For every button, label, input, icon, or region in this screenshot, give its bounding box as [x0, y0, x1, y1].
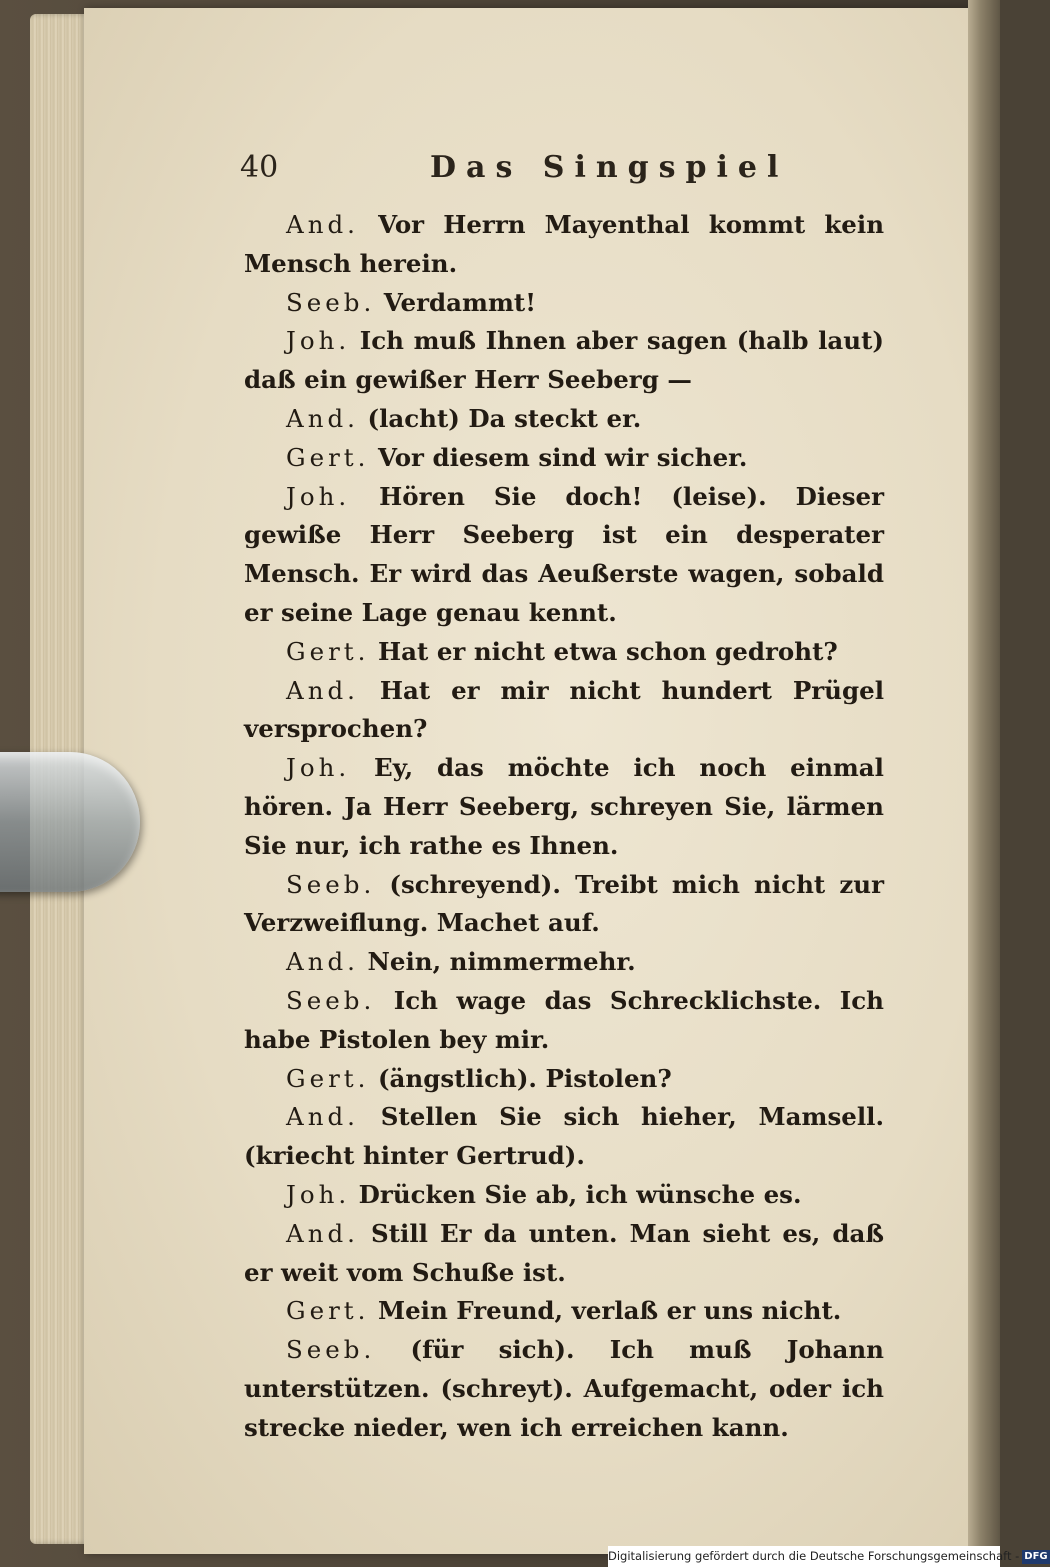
digitization-footer: [608, 1546, 1048, 1567]
dialogue-text: Hat er mir nicht hundert Prügel versprochen?: [244, 675, 885, 744]
page-header: [240, 150, 789, 190]
dialogue-text: Ich muß Ihnen aber sagen (halb laut) daß ein gewißer Herr Seeberg —: [244, 326, 885, 395]
dialogue-text: Ey, das möchte ich noch einmal hören. Ja Herr Seeberg, schreyen Sie, lärmen Sie nur, ich rathe es Ihnen.: [244, 753, 884, 860]
dialogue-paragraph: [244, 400, 884, 439]
speaker-name: Seeb.: [286, 287, 376, 317]
dialogue-paragraph: [244, 439, 884, 478]
speaker-name: Joh.: [286, 481, 351, 511]
speaker-name: Seeb.: [286, 869, 376, 899]
dialogue-paragraph: [244, 1215, 884, 1293]
footer-credit: Digitalisierung gefördert durch die Deutsche Forschungsgemeinschaft -: [608, 1549, 1020, 1563]
dialogue-text: Stellen Sie sich hieher, Mamsell. (kriecht hinter Gertrud).: [244, 1102, 884, 1171]
dialogue-paragraph: [244, 1331, 884, 1447]
speaker-name: Gert.: [286, 1063, 370, 1093]
speaker-name: And.: [286, 1218, 359, 1248]
dialogue-text: (lacht) Da steckt er.: [367, 403, 642, 433]
dialogue-paragraph: [244, 633, 884, 672]
dialogue-paragraph: [244, 1292, 884, 1331]
dialogue-paragraph: [244, 943, 884, 982]
dialogue-paragraph: [244, 478, 884, 633]
dialogue-text: (für sich). Ich muß Johann unterstützen. (schreyt). Aufgemacht, oder ich strecke nieder, wen ich erreichen kann.: [244, 1335, 884, 1442]
speaker-name: And.: [286, 210, 359, 239]
dfg-logo: DFG: [1024, 1550, 1048, 1562]
dialogue-paragraph: [244, 1176, 884, 1215]
dialogue-paragraph: [244, 866, 884, 944]
dialogue-text: Ich wage das Schrecklichste. Ich habe Pistolen bey mir.: [244, 985, 884, 1054]
dialogue-text: (ängstlich). Pistolen?: [377, 1063, 672, 1093]
speaker-name: And.: [286, 947, 359, 977]
dialogue-paragraph: [244, 749, 884, 865]
dialogue-paragraph: [244, 284, 884, 323]
dialogue-text: Vor Herrn Mayenthal kommt kein Mensch herein.: [244, 210, 885, 278]
speaker-name: Joh.: [286, 753, 351, 783]
dialogue-paragraph: [244, 1098, 884, 1176]
dialogue-text: Drücken Sie ab, ich wünsche es.: [358, 1179, 802, 1209]
book-cover-edge: [968, 0, 1000, 1567]
speaker-name: Joh.: [286, 326, 351, 356]
dialogue-paragraph: [244, 982, 884, 1060]
running-head: Das Singspiel: [430, 150, 789, 185]
dialogue-text: (schreyend). Treibt mich nicht zur Verzweiflung. Machet auf.: [244, 869, 884, 938]
speaker-name: And.: [286, 675, 359, 705]
speaker-name: And.: [286, 403, 359, 433]
dialogue-text: Vor diesem sind wir sicher.: [377, 442, 748, 472]
dialogue-paragraph: [244, 322, 884, 400]
dialogue-text: Nein, nimmermehr.: [367, 947, 636, 977]
dialogue-paragraph: [244, 672, 884, 750]
speaker-name: Joh.: [286, 1179, 351, 1209]
dialogue-text: Still Er da unten. Man sieht es, daß er weit vom Schuße ist.: [244, 1218, 884, 1287]
speaker-name: Gert.: [286, 1296, 370, 1326]
speaker-name: Seeb.: [286, 985, 376, 1015]
speaker-name: Gert.: [286, 636, 370, 666]
glass-page-weight: [0, 752, 140, 892]
dialogue-text: Mein Freund, verlaß er uns nicht.: [377, 1296, 842, 1326]
dialogue-text: Hören Sie doch! (leise). Dieser gewiße Herr Seeberg ist ein desperater Mensch. Er wird das Aeußerste wagen, sobald er seine Lage genau kennt.: [244, 481, 885, 627]
dialogue-paragraph: [244, 206, 884, 284]
dialogue-text: Verdammt!: [383, 287, 536, 317]
page-number: 40: [240, 150, 279, 185]
text-body: [244, 206, 884, 1448]
speaker-name: Seeb.: [286, 1335, 376, 1365]
speaker-name: Gert.: [286, 442, 370, 472]
dialogue-text: Hat er nicht etwa schon gedroht?: [377, 636, 838, 666]
speaker-name: And.: [286, 1102, 359, 1132]
dialogue-paragraph: [244, 1060, 884, 1099]
